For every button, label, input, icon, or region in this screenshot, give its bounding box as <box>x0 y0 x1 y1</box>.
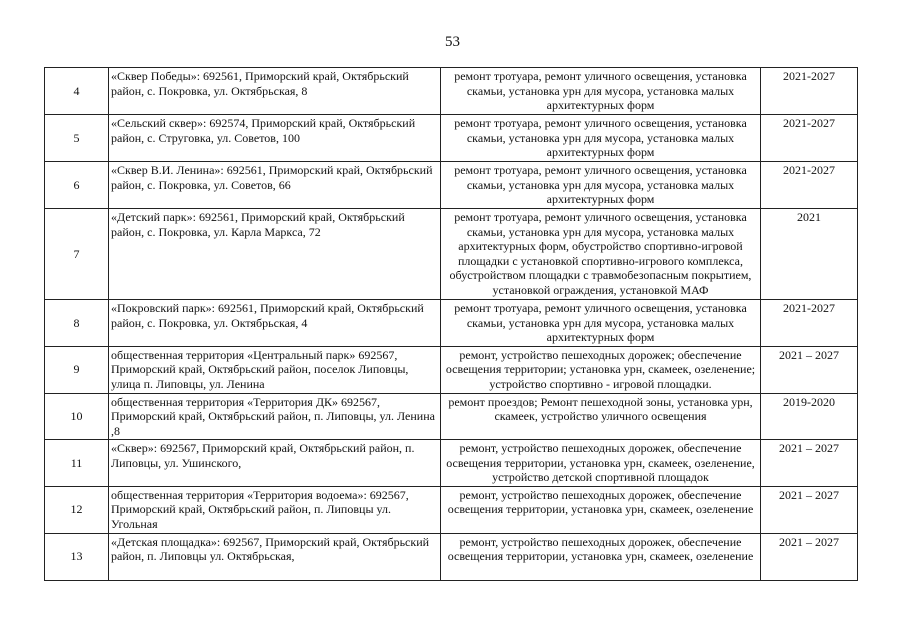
territory-address: «Сквер В.И. Ленина»: 692561, Приморский край, Октябрьский район, с. Покровка, ул. Советов, 66 <box>109 162 441 209</box>
row-number: 9 <box>45 346 109 393</box>
territory-address: «Сквер»: 692567, Приморский край, Октябрьский район, п. Липовцы, ул. Ушинского, <box>109 440 441 487</box>
planned-works: ремонт, устройство пешеходных дорожек, обеспечение освещения территории, установка урн, скамеек, озеленение <box>441 533 761 580</box>
implementation-years: 2021 – 2027 <box>761 533 858 580</box>
territory-address: «Сельский сквер»: 692574, Приморский край, Октябрьский район, с. Струговка, ул. Советов, 100 <box>109 115 441 162</box>
row-number: 10 <box>45 393 109 440</box>
planned-works: ремонт, устройство пешеходных дорожек, обеспечение освещения территории, установка урн, скамеек, озеленение, устройство детской спортивной площадок <box>441 440 761 487</box>
implementation-years: 2021 <box>761 209 858 300</box>
table-row <box>45 162 858 209</box>
implementation-years: 2021-2027 <box>761 115 858 162</box>
row-number: 13 <box>45 533 109 580</box>
implementation-years: 2019-2020 <box>761 393 858 440</box>
table-row <box>45 486 858 533</box>
table-row <box>45 115 858 162</box>
planned-works: ремонт тротуара, ремонт уличного освещения, установка скамьи, установка урн для мусора, установка малых архитектурных форм <box>441 162 761 209</box>
territories-table <box>44 67 858 581</box>
planned-works: ремонт тротуара, ремонт уличного освещения, установка скамьи, установка урн для мусора, установка малых архитектурных форм <box>441 68 761 115</box>
territory-address: «Сквер Победы»: 692561, Приморский край, Октябрьский район, с. Покровка, ул. Октябрьская, 8 <box>109 68 441 115</box>
row-number: 6 <box>45 162 109 209</box>
table-row <box>45 68 858 115</box>
territory-address: «Покровский парк»: 692561, Приморский край, Октябрьский район, с. Покровка, ул. Октябрьская, 4 <box>109 300 441 347</box>
table-row <box>45 300 858 347</box>
table-row <box>45 440 858 487</box>
implementation-years: 2021 – 2027 <box>761 486 858 533</box>
implementation-years: 2021-2027 <box>761 68 858 115</box>
planned-works: ремонт, устройство пешеходных дорожек, обеспечение освещения территории, установка урн, скамеек, озеленение <box>441 486 761 533</box>
territory-address: «Детская площадка»: 692567, Приморский край, Октябрьский район, п. Липовцы ул. Октябрьская, <box>109 533 441 580</box>
table-row <box>45 209 858 300</box>
territory-address: общественная территория «Территория водоема»: 692567, Приморский край, Октябрьский район, п. Липовцы ул. Угольная <box>109 486 441 533</box>
table-row <box>45 393 858 440</box>
territory-address: общественная территория «Территория ДК» 692567, Приморский край, Октябрьский район, п. Липовцы, ул. Ленина ,8 <box>109 393 441 440</box>
planned-works: ремонт тротуара, ремонт уличного освещения, установка скамьи, установка урн для мусора, установка малых архитектурных форм, обустройство спортивно-игровой площадки с установкой спортивно-игрового комплекса, обустройством площадки с травмобезопасным покрытием, установкой ограждения, установкой МАФ <box>441 209 761 300</box>
row-number: 12 <box>45 486 109 533</box>
planned-works: ремонт проездов; Ремонт пешеходной зоны, установка урн, скамеек, устройство уличного освещения <box>441 393 761 440</box>
table-row <box>45 533 858 580</box>
row-number: 5 <box>45 115 109 162</box>
planned-works: ремонт тротуара, ремонт уличного освещения, установка скамьи, установка урн для мусора, установка малых архитектурных форм <box>441 300 761 347</box>
page-number: 53 <box>445 34 460 50</box>
row-number: 11 <box>45 440 109 487</box>
table-row <box>45 346 858 393</box>
planned-works: ремонт, устройство пешеходных дорожек; обеспечение освещения территории; установка урн, скамеек, озеленение; устройство спортивно - игровой площадки. <box>441 346 761 393</box>
implementation-years: 2021-2027 <box>761 162 858 209</box>
territory-address: общественная территория «Центральный парк» 692567, Приморский край, Октябрьский район, поселок Липовцы, улица п. Липовцы, ул. Ленина <box>109 346 441 393</box>
row-number: 8 <box>45 300 109 347</box>
implementation-years: 2021 – 2027 <box>761 440 858 487</box>
planned-works: ремонт тротуара, ремонт уличного освещения, установка скамьи, установка урн для мусора, установка малых архитектурных форм <box>441 115 761 162</box>
territory-address: «Детский парк»: 692561, Приморский край, Октябрьский район, с. Покровка, ул. Карла Маркса, 72 <box>109 209 441 300</box>
row-number: 7 <box>45 209 109 300</box>
implementation-years: 2021-2027 <box>761 300 858 347</box>
row-number: 4 <box>45 68 109 115</box>
implementation-years: 2021 – 2027 <box>761 346 858 393</box>
